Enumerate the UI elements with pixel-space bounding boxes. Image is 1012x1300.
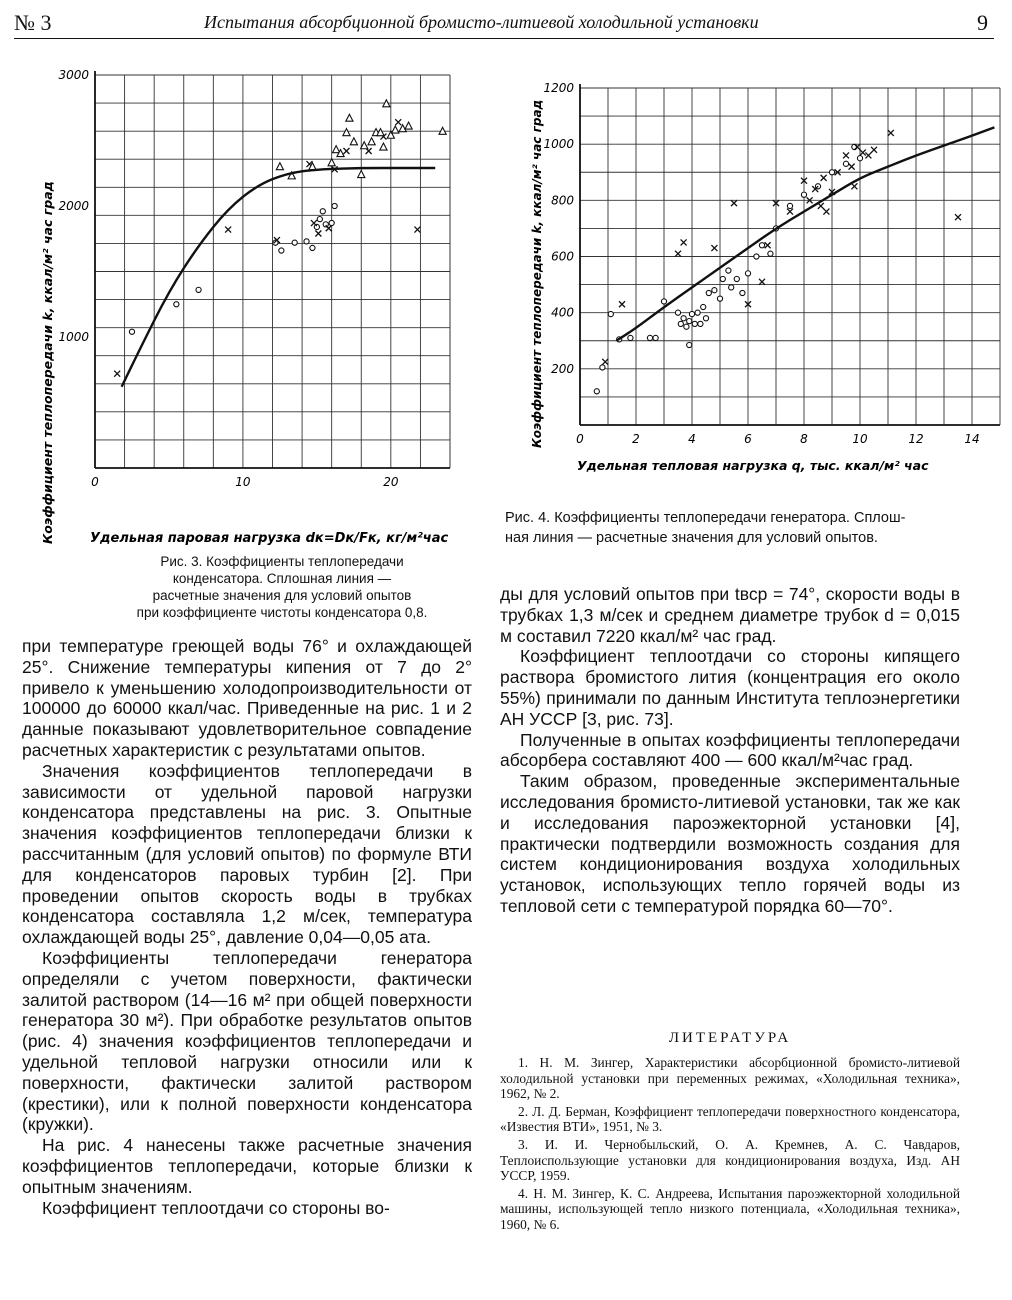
data-point-circle — [329, 220, 334, 225]
data-point-triangle — [368, 138, 375, 145]
x-tick-label: 10 — [852, 432, 868, 446]
data-point-circle — [647, 335, 652, 340]
data-point-cross — [851, 183, 857, 189]
data-point-circle — [768, 251, 773, 256]
y-tick-label: 1000 — [58, 330, 89, 344]
reference-list — [500, 1055, 960, 1235]
figure-4-y-axis-label: Коэффициент теплопередачи k, ккал/м² час град — [530, 99, 544, 448]
data-point-triangle — [346, 114, 353, 121]
x-tick-label: 6 — [744, 432, 752, 446]
y-tick-label: 1000 — [543, 137, 574, 152]
paragraph: ды для условий опытов при tвср = 74°, скорости воды в трубках 1,3 м/сек и среднем диаметре трубок d = 0,015 м составил 7220 ккал/м² час град. — [500, 584, 960, 646]
data-point-cross — [395, 119, 401, 125]
x-tick-label: 2 — [632, 432, 640, 446]
data-point-circle — [712, 288, 717, 293]
y-tick-label: 800 — [551, 193, 574, 208]
data-point-circle — [678, 321, 683, 326]
data-point-circle — [695, 310, 700, 315]
y-tick-label: 1200 — [543, 81, 574, 95]
figure-4-caption — [505, 508, 975, 548]
data-point-circle — [692, 321, 697, 326]
data-point-circle — [594, 389, 599, 394]
data-point-circle — [332, 203, 337, 208]
data-point-triangle — [358, 171, 365, 178]
paragraph: Коэффициенты теплопередачи генератора определяли с учетом поверхности, фактически залитой раствором (14—16 м² при общей поверхности генератора 30 м²). При обработке результатов опытов (рис. 4) значения коэффициентов теплопередачи и удельной тепловой нагрузки относили или к поверхности, фактически залитой раствором (крестики), или к полной поверхности конденсатора (кружки). — [22, 947, 472, 1135]
data-point-circle — [608, 311, 613, 316]
figure-4-caption-line: ная линия — расчетные значения для условий опытов. — [505, 530, 878, 546]
data-point-cross — [681, 239, 687, 245]
data-point-circle — [320, 209, 325, 214]
data-point-cross — [849, 164, 855, 170]
figure-4-chart — [505, 58, 1005, 478]
data-point-circle — [829, 170, 834, 175]
data-point-circle — [310, 245, 315, 250]
y-tick-label: 3000 — [58, 68, 89, 82]
figure-3-caption-line: при коэффициенте чистоты конденсатора 0,8. — [136, 605, 428, 620]
x-tick-label: 14 — [964, 432, 980, 446]
data-point-circle — [681, 316, 686, 321]
issue-number: № 3 — [14, 10, 52, 35]
data-point-circle — [706, 290, 711, 295]
data-point-circle — [292, 240, 297, 245]
y-tick-label: 600 — [551, 249, 574, 264]
data-point-circle — [661, 299, 666, 304]
data-point-circle — [787, 203, 792, 208]
y-tick-label: 200 — [551, 361, 574, 376]
data-point-circle — [843, 161, 848, 166]
figure-3-x-axis-label: Удельная паровая нагрузка dк=Dк/Fк, кг/м²час — [90, 531, 449, 546]
data-point-cross — [225, 227, 231, 233]
figure-4-grid — [580, 88, 1000, 425]
data-point-circle — [745, 271, 750, 276]
figure-3-grid — [95, 75, 450, 468]
data-point-circle — [729, 285, 734, 290]
y-tick-label: 2000 — [58, 199, 89, 213]
data-point-cross — [114, 371, 120, 377]
data-point-circle — [703, 316, 708, 321]
data-point-cross — [871, 147, 877, 153]
reference-item: 2. Л. Д. Берман, Коэффициент теплопередачи поверхностного конденсатора, «Известия ВТИ», 1951, № 3. — [500, 1103, 960, 1135]
running-header — [14, 8, 994, 39]
paragraph: Значения коэффициентов теплопередачи в зависимости от удельной паровой нагрузки конденсатора представлены на рис. 3. Опытные значения коэффициентов теплопередачи близки к рассчитанным (для условий опытов) по формуле ВТИ для конденсаторов паровых турбин [2]. При проведении опытов скорость воды в трубках конденсатора составляла 1,2 м/сек, температура охлаждающей воды 25°, давление 0,04—0,05 ата. — [22, 760, 472, 948]
data-point-circle — [734, 276, 739, 281]
paragraph: На рис. 4 нанесены также расчетные значения коэффициентов теплопередачи, которые близки к опытным значениям. — [22, 1135, 472, 1197]
left-text-column — [22, 636, 472, 1218]
figure-4-marks — [594, 127, 994, 394]
literature-heading: ЛИТЕРАТУРА — [668, 1030, 792, 1046]
data-point-triangle — [328, 159, 335, 166]
data-point-triangle — [405, 122, 412, 129]
data-point-triangle — [276, 163, 283, 170]
data-point-circle — [717, 296, 722, 301]
data-point-circle — [600, 365, 605, 370]
figure-3-chart — [30, 58, 480, 553]
figure-4-axes — [580, 84, 1000, 425]
data-point-cross — [311, 220, 317, 226]
data-point-cross — [414, 227, 420, 233]
figure-3-caption-line: конденсатора. Сплошная линия — — [172, 571, 392, 586]
data-point-cross — [765, 242, 771, 248]
data-point-circle — [754, 254, 759, 259]
data-point-circle — [675, 310, 680, 315]
data-point-circle — [687, 342, 692, 347]
data-point-cross — [675, 251, 681, 257]
data-point-cross — [787, 209, 793, 215]
data-point-circle — [687, 318, 692, 323]
figure-3-caption-line: Рис. 3. Коэффициенты теплопередачи — [160, 554, 404, 569]
figure-4-x-axis-label: Удельная тепловая нагрузка q, тыс. ккал/м² час — [577, 458, 929, 473]
page-number: 9 — [977, 10, 988, 35]
paragraph: Полученные в опытах коэффициенты теплопередачи абсорбера составляют 400 — 600 ккал/м²час град. — [500, 729, 960, 771]
x-tick-label: 8 — [800, 432, 808, 446]
x-tick-label: 20 — [383, 475, 399, 489]
data-point-triangle — [380, 143, 387, 150]
figure-3-y-axis-label: Коэффициент теплопередачи k, ккал/м² час град — [40, 181, 55, 544]
calculated-curve — [122, 168, 436, 387]
data-point-triangle — [392, 126, 399, 133]
x-tick-label: 0 — [91, 475, 99, 489]
data-point-circle — [684, 324, 689, 329]
data-point-circle — [759, 243, 764, 248]
x-tick-label: 0 — [576, 432, 584, 446]
data-point-cross — [821, 175, 827, 181]
data-point-cross — [326, 225, 332, 231]
paragraph: Таким образом, проведенные экспериментальные исследования бромисто-литиевой установки, так же как и исследования пароэжекторной установки [4], практически подтвердили возможность создания для систем кондиционирования воздуха холодильных установок, использующих тепло горячей воды из тепловой сети с температурой порядка 60—70°. — [500, 771, 960, 916]
figure-3-caption — [72, 553, 492, 621]
data-point-circle — [628, 335, 633, 340]
y-tick-label: 400 — [551, 305, 574, 320]
figure-3-caption-line: расчетные значения для условий опытов — [152, 588, 412, 603]
data-point-circle — [174, 302, 179, 307]
x-tick-label: 4 — [688, 432, 696, 446]
data-point-circle — [801, 192, 806, 197]
data-point-circle — [279, 248, 284, 253]
data-point-cross — [343, 148, 349, 154]
right-text-column — [500, 584, 960, 917]
data-point-circle — [857, 156, 862, 161]
figure-4-caption-line: Рис. 4. Коэффициенты теплопередачи генератора. Сплош- — [505, 510, 906, 526]
figure-4-tick-labels — [543, 81, 979, 446]
data-point-circle — [129, 329, 134, 334]
data-point-circle — [698, 321, 703, 326]
data-point-cross — [865, 152, 871, 158]
x-tick-label: 10 — [235, 475, 251, 489]
data-point-cross — [619, 301, 625, 307]
data-point-circle — [701, 304, 706, 309]
journal-article-title: Испытания абсорбционной бромисто-литиевой холодильной установки — [204, 12, 759, 32]
data-point-cross — [602, 359, 608, 365]
reference-item: 1. Н. М. Зингер, Характеристики абсорбционной бромисто-литиевой холодильной установки при переменных режимах, «Холодильная техника», 1962, № 2. — [500, 1055, 960, 1102]
data-point-circle — [689, 311, 694, 316]
calculated-curve — [616, 127, 994, 340]
paragraph: Коэффициент теплоотдачи со стороны во- — [42, 1197, 390, 1218]
data-point-circle — [726, 268, 731, 273]
data-point-cross — [711, 245, 717, 251]
data-point-cross — [731, 200, 737, 206]
data-point-triangle — [343, 129, 350, 136]
data-point-circle — [317, 217, 322, 222]
reference-item: 4. Н. М. Зингер, К. С. Андреева, Испытания пароэжекторной холодильной машины, использующей тепло низкого потенциала, «Холодильная техника», 1960, № 6. — [500, 1185, 960, 1232]
x-tick-label: 12 — [908, 432, 924, 446]
data-point-circle — [304, 239, 309, 244]
data-point-circle — [653, 335, 658, 340]
data-point-cross — [823, 209, 829, 215]
reference-item: 3. И. И. Чернобыльский, О. А. Кремнев, А. С. Чавдаров, Теплоиспользующие установки для кондиционирования воздуха, Изд. АН УССР, 1959. — [500, 1136, 960, 1184]
data-point-circle — [196, 287, 201, 292]
paragraph: Коэффициент теплоотдачи со стороны кипящего раствора бромистого лития (концентрация его около 55%) принимали по данным Института теплоэнергетики АН УССР [3, рис. 73]. — [500, 646, 960, 729]
data-point-cross — [888, 130, 894, 136]
data-point-circle — [720, 276, 725, 281]
data-point-cross — [843, 152, 849, 158]
data-point-cross — [860, 150, 866, 156]
data-point-cross — [955, 214, 961, 220]
data-point-cross — [315, 231, 321, 237]
data-point-cross — [759, 279, 765, 285]
data-point-triangle — [333, 146, 340, 153]
data-point-triangle — [350, 138, 357, 145]
data-point-circle — [740, 290, 745, 295]
paragraph: при температуре греющей воды 76° и охлаждающей 25°. Снижение температуры кипения от 7 до 2° привело к уменьшению холодопроизводительности от 100000 до 60000 ккал/час. Приведенные на рис. 1 и 2 данные показывают удовлетворительное совпадение расчетных характеристик с результатами опытов. — [22, 636, 472, 760]
